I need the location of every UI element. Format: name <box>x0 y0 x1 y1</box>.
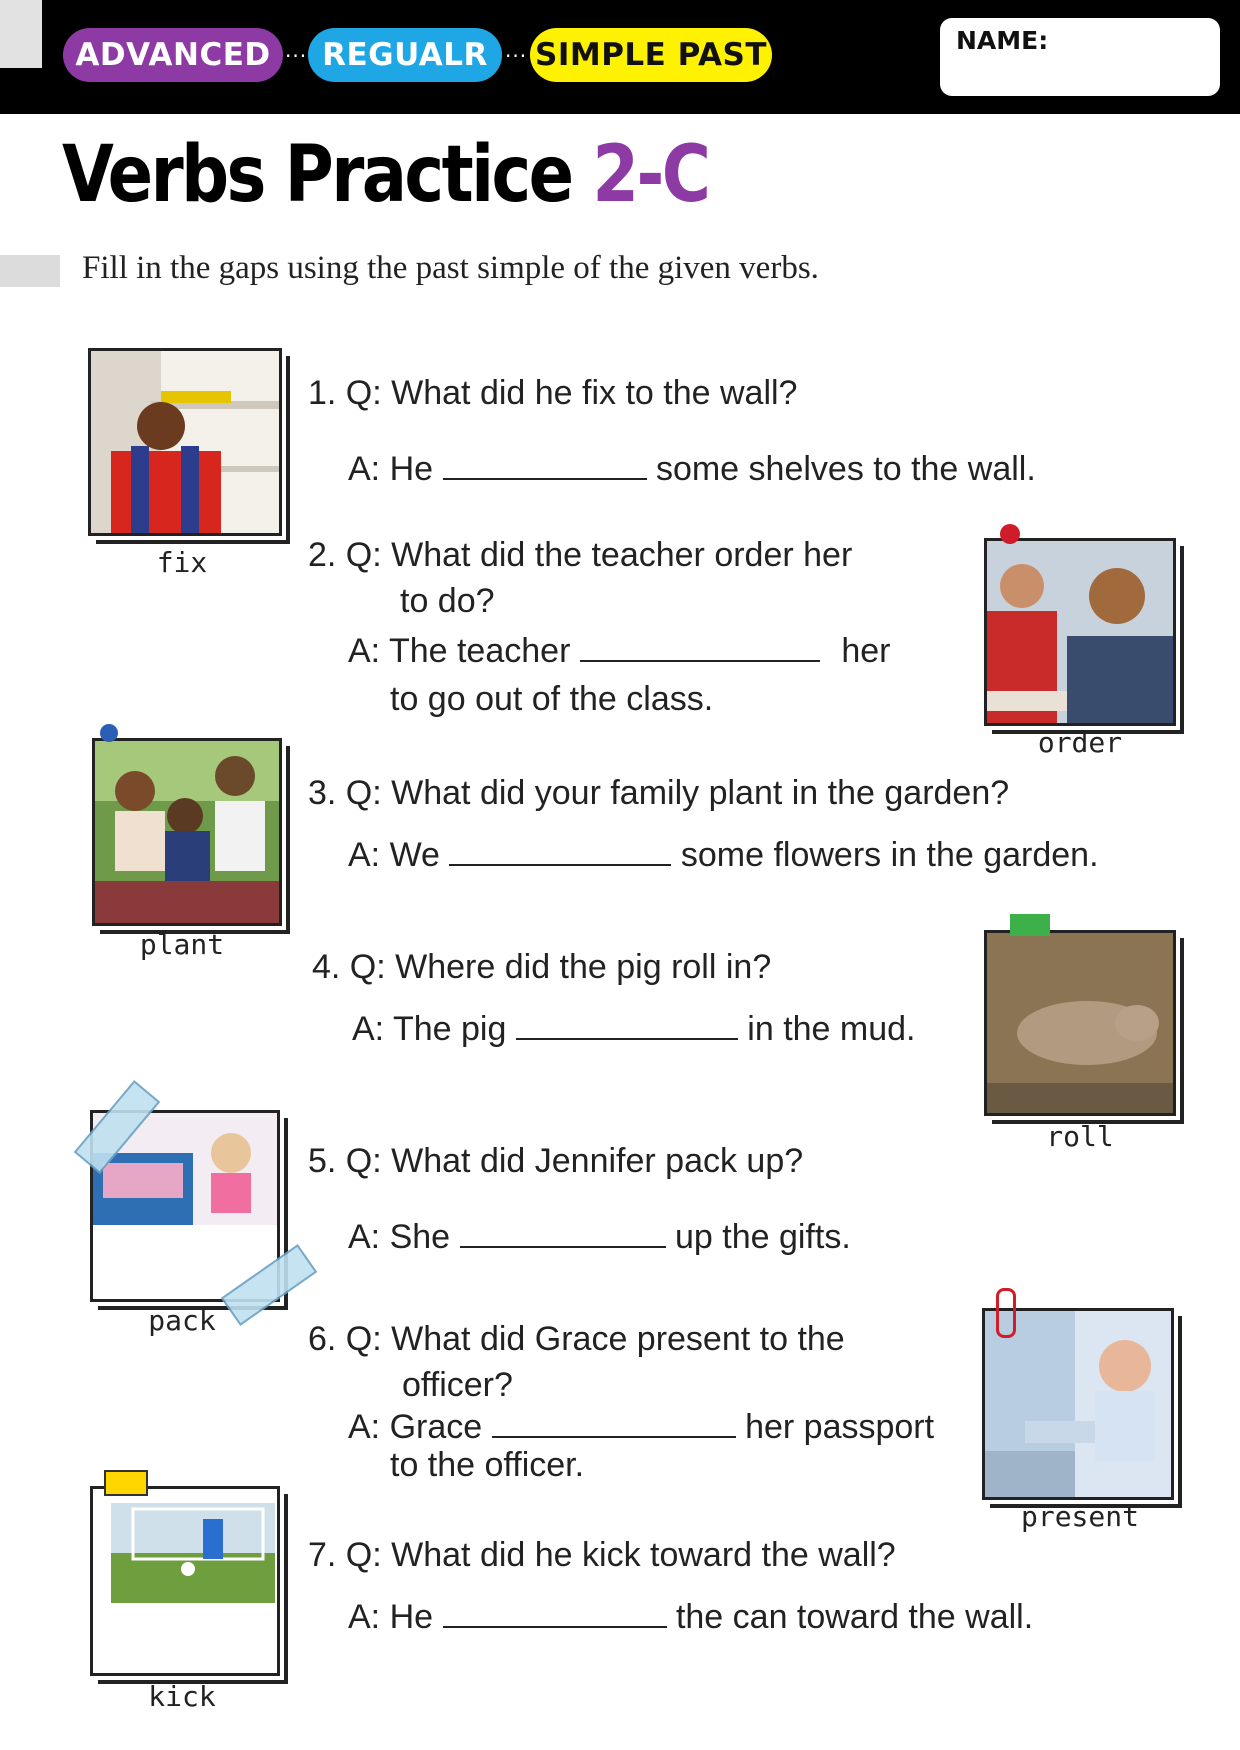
answer-7-prefix: A: He <box>348 1598 434 1636</box>
dots-separator: ··· <box>285 44 308 68</box>
photo-kick <box>90 1486 280 1676</box>
answer-1 <box>348 448 1036 489</box>
answer-5-suffix: up the gifts. <box>674 1218 851 1256</box>
name-label: NAME: <box>956 26 1049 55</box>
question-2-cont: to do? <box>400 582 495 620</box>
answer-3 <box>348 834 1099 875</box>
corner-tab <box>0 0 42 68</box>
pig-in-mud-image <box>987 933 1173 1113</box>
answer-4-suffix: in the mud. <box>747 1010 916 1048</box>
paperclip-icon <box>996 1288 1016 1338</box>
caption-plant: plant <box>139 928 225 961</box>
caption-roll: roll <box>1046 1120 1114 1153</box>
dots-separator: ··· <box>505 44 528 68</box>
answer-7 <box>348 1596 1033 1637</box>
question-3: 3. Q: What did your family plant in the garden? <box>308 774 1010 812</box>
answer-1-suffix: some shelves to the wall. <box>655 450 1036 488</box>
question-7: 7. Q: What did he kick toward the wall? <box>308 1536 896 1574</box>
answer-6-prefix: A: Grace <box>348 1408 483 1446</box>
instruction-marker <box>0 255 60 287</box>
title-main: Verbs Practice <box>62 130 572 220</box>
answer-3-blank[interactable] <box>449 834 671 866</box>
page-title <box>62 130 708 220</box>
answer-2-suffix: her <box>841 632 891 670</box>
answer-7-suffix: the can toward the wall. <box>675 1598 1034 1636</box>
level-regular-badge: REGUALR <box>308 28 502 82</box>
caption-fix: fix <box>156 546 208 579</box>
passport-counter-image <box>985 1311 1171 1497</box>
question-5: 5. Q: What did Jennifer pack up? <box>308 1142 804 1180</box>
answer-7-blank[interactable] <box>443 1596 667 1628</box>
answer-6-suffix: her passport <box>745 1408 935 1446</box>
instruction-text: Fill in the gaps using the past simple of the given verbs. <box>82 250 819 286</box>
family-planting-image <box>95 741 279 923</box>
photo-order <box>984 538 1176 726</box>
answer-2 <box>348 630 890 671</box>
binder-clip-icon <box>104 1470 148 1496</box>
answer-4-prefix: A: The pig <box>352 1010 507 1048</box>
answer-6-blank[interactable] <box>492 1406 736 1438</box>
photo-roll <box>984 930 1176 1116</box>
caption-order: order <box>1037 726 1123 759</box>
photo-fix <box>88 348 282 536</box>
level-advanced-badge: ADVANCED <box>63 28 283 82</box>
boy-kicking-ball-image <box>93 1489 277 1673</box>
answer-3-prefix: A: We <box>348 836 440 874</box>
question-4: 4. Q: Where did the pig roll in? <box>312 948 772 986</box>
caption-present: present <box>1020 1500 1139 1533</box>
flag-icon <box>1010 914 1050 936</box>
question-2: 2. Q: What did the teacher order her <box>308 536 853 574</box>
answer-5-blank[interactable] <box>460 1216 666 1248</box>
caption-kick: kick <box>148 1680 216 1713</box>
question-6: 6. Q: What did Grace present to the <box>308 1320 845 1358</box>
answer-4 <box>352 1008 916 1049</box>
caption-pack: pack <box>148 1304 216 1337</box>
answer-6 <box>348 1406 934 1447</box>
pushpin-icon <box>1000 524 1020 544</box>
answer-2-blank[interactable] <box>580 630 820 662</box>
answer-2-cont: to go out of the class. <box>390 680 714 718</box>
title-code: 2-C <box>592 130 709 220</box>
answer-1-blank[interactable] <box>443 448 647 480</box>
name-field[interactable] <box>940 18 1220 96</box>
level-simple-past-badge: SIMPLE PAST <box>530 28 772 82</box>
question-6-cont: officer? <box>402 1366 513 1404</box>
answer-3-suffix: some flowers in the garden. <box>680 836 1099 874</box>
photo-plant <box>92 738 282 926</box>
answer-4-blank[interactable] <box>516 1008 738 1040</box>
answer-5-prefix: A: She <box>348 1218 451 1256</box>
man-fixing-shelf-image <box>91 351 279 533</box>
answer-2-prefix: A: The teacher <box>348 632 571 670</box>
answer-1-prefix: A: He <box>348 450 434 488</box>
question-1: 1. Q: What did he fix to the wall? <box>308 374 798 412</box>
pizza-delivery-image <box>987 541 1173 723</box>
answer-6-cont: to the officer. <box>390 1446 585 1484</box>
pushpin-icon <box>100 724 118 742</box>
answer-5 <box>348 1216 851 1257</box>
header-bar <box>0 0 1240 114</box>
